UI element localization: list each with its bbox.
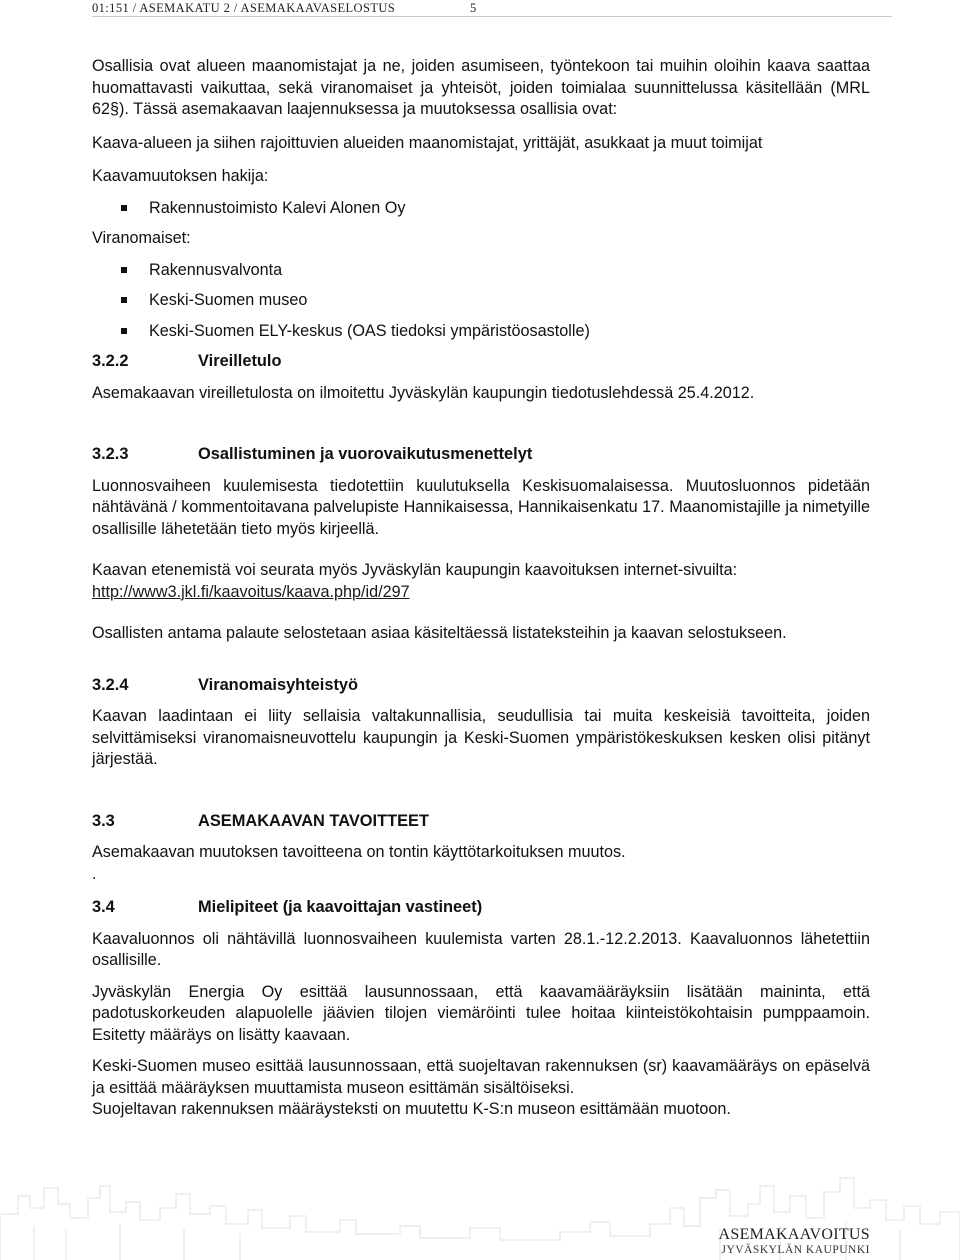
section-heading-3-3: [92, 811, 870, 833]
page-number: 5: [470, 1, 477, 15]
list-item: Rakennusvalvonta: [92, 260, 870, 282]
section-3-4-paragraph-1: Kaavaluonnos oli nähtävillä luonnosvaiheen kuulemista varten 28.1.-12.2.2013. Kaavaluonnos lähetettiin osallisille.: [92, 929, 870, 969]
bullet-icon: [121, 205, 127, 211]
authorities-label: Viranomaiset:: [92, 229, 191, 247]
section-heading-3-2-2: [92, 351, 870, 373]
authorities-list: [92, 260, 870, 343]
document-reference: 01:151 / ASEMAKATU 2 / ASEMAKAAVASELOSTUS: [92, 1, 396, 15]
section-heading-3-4: [92, 897, 870, 919]
section-title: Osallistuminen ja vuorovaikutusmenettelyt: [198, 445, 533, 463]
section-3-2-2-text: Asemakaavan vireilletulosta on ilmoitettu Jyväskylän kaupungin tiedotuslehdessä 25.4.2012.: [92, 383, 755, 402]
list-item: Rakennustoimisto Kalevi Alonen Oy: [92, 198, 870, 220]
applicant-list: [92, 198, 870, 220]
section-title: Mielipiteet (ja kaavoittajan vastineet): [198, 898, 483, 916]
section-heading-3-2-4: [92, 675, 870, 697]
section-number: 3.2.2: [92, 352, 129, 370]
kaavoitus-link[interactable]: http://www3.jkl.fi/kaavoitus/kaava.php/id/297: [92, 582, 410, 601]
section-3-4-paragraph-3a: Keski-Suomen museo esittää lausunnossaan, että suojeltavan rakennuksen (sr) kaavamääräys on epäselvä ja esittää määräyksen muuttamista museon esittämän sisältöiseksi.: [92, 1057, 870, 1097]
section-title: ASEMAKAAVAN TAVOITTEET: [198, 811, 429, 830]
page-header: [92, 0, 892, 24]
document-body: [92, 56, 870, 1121]
section-3-3-text: Asemakaavan muutoksen tavoitteena on tontin käyttötarkoituksen muutos.: [92, 843, 626, 861]
footer-title: ASEMAKAAVOITUS: [718, 1226, 870, 1243]
section-number: 3.3: [92, 811, 115, 830]
section-3-4-paragraph-2: Jyväskylän Energia Oy esittää lausunnossaan, että kaavamääräyksiin lisätään maininta, että padotuskorkeuden alapuolelle jäävien tilojen viemäröinti tulee hoitaa kiinteistökohtaisin pumppaamoin. Esitetty määräys on lisätty kaavaan.: [92, 982, 870, 1044]
section-3-2-4-text: Kaavan laadintaan ei liity sellaisia valtakunnallisia, seudullisia tai muita keskeisiä tavoitteita, joiden selvittämiseksi viranomaisneuvottelu kaupungin ja Keski-Suomen ympäristökeskuksen kesken olisi pitänyt järjestää.: [92, 707, 870, 768]
intro-paragraph: Osallisia ovat alueen maanomistajat ja ne, joiden asumiseen, työntekoon tai muihin oloihin kaava saattaa huomattavasti vaikuttaa, sekä viranomaiset ja yhteisöt, joiden toimialaa suunnittelussa käsitellään (MRL 62§). Tässä asemakaavan laajennuksessa ja muutoksessa osallisia ovat:: [92, 57, 870, 118]
section-title: Vireilletulo: [198, 352, 282, 370]
section-3-4-paragraph-3b: Suojeltavan rakennuksen määräysteksti on muutettu K-S:n museon esittämään muotoon.: [92, 1100, 731, 1118]
footer-subtitle: JYVÄSKYLÄN KAUPUNKI: [721, 1244, 870, 1256]
section-number: 3.2.3: [92, 445, 129, 463]
area-parties-paragraph: Kaava-alueen ja siihen rajoittuvien alueiden maanomistajat, yrittäjät, asukkaat ja muut toimijat: [92, 133, 763, 152]
list-item: Keski-Suomen ELY-keskus (OAS tiedoksi ympäristöosastolle): [92, 321, 870, 343]
list-item: Keski-Suomen museo: [92, 290, 870, 312]
section-3-2-3-paragraph-2: Kaavan etenemistä voi seurata myös Jyväskylän kaupungin kaavoituksen internet-sivuilta:: [92, 561, 738, 579]
bullet-icon: [121, 267, 127, 273]
section-number: 3.2.4: [92, 675, 129, 694]
section-heading-3-2-3: [92, 444, 870, 466]
section-number: 3.4: [92, 898, 115, 916]
bullet-icon: [121, 328, 127, 334]
bullet-icon: [121, 297, 127, 303]
section-3-2-3-paragraph-1: Luonnosvaiheen kuulemisesta tiedotettiin kuulutuksella Keskisuomalaisessa. Muutosluonnos pidetään nähtävänä / kommentoitavana palvelupiste Hannikaisessa, Hannikaisenkatu 17. Maanomistajille ja nimetyille osallisille lähetetään tieto myös kirjeellä.: [92, 476, 870, 538]
stray-period: .: [92, 864, 97, 883]
header-rule: [92, 16, 892, 17]
section-title: Viranomaisyhteistyö: [198, 675, 359, 694]
applicant-label: Kaavamuutoksen hakija:: [92, 167, 269, 185]
section-3-2-3-paragraph-3: Osallisten antama palaute selostetaan asiaa käsiteltäessä listateksteihin ja kaavan selostukseen.: [92, 624, 787, 642]
